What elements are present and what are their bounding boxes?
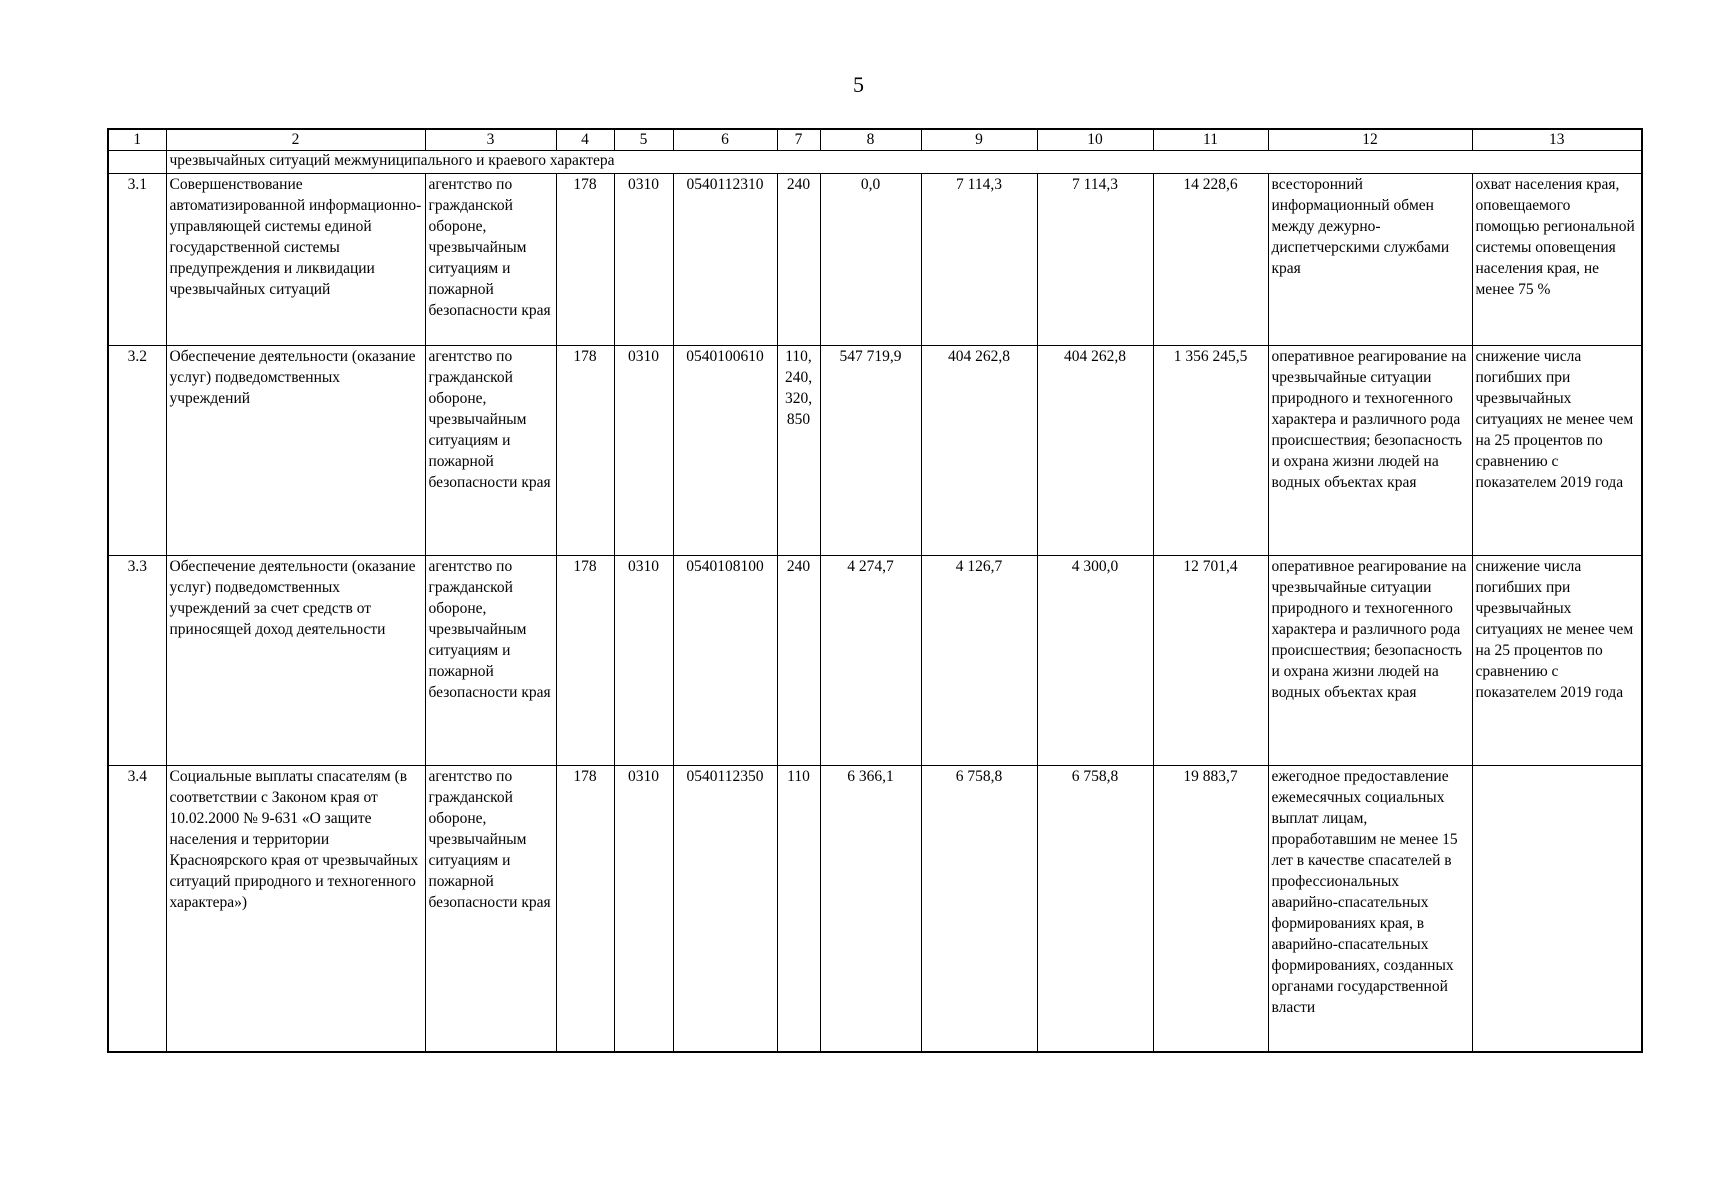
vr-code: 240 — [777, 556, 820, 766]
amount-year-1: 547 719,9 — [820, 346, 921, 556]
table-row — [108, 346, 1642, 556]
table-row — [108, 766, 1642, 1053]
col-header-3: 3 — [425, 129, 556, 151]
col-header-6: 6 — [673, 129, 777, 151]
col-header-1: 1 — [108, 129, 166, 151]
executor: агентство по гражданской обороне, чрезвычайным ситуациям и пожарной безопасности края — [425, 766, 556, 1053]
grbs-code: 178 — [556, 346, 614, 556]
csr-code: 0540112350 — [673, 766, 777, 1053]
program-activities-table — [107, 128, 1643, 1053]
column-number-row — [108, 129, 1642, 151]
amount-year-1: 4 274,7 — [820, 556, 921, 766]
amount-year-3: 7 114,3 — [1037, 174, 1153, 346]
executor: агентство по гражданской обороне, чрезвычайным ситуациям и пожарной безопасности края — [425, 174, 556, 346]
col-header-8: 8 — [820, 129, 921, 151]
vr-code: 110, 240, 320, 850 — [777, 346, 820, 556]
target-indicator: снижение числа погибших при чрезвычайных ситуациях не менее чем на 25 процентов по сравнению с показателем 2019 года — [1472, 556, 1642, 766]
activity-name: Обеспечение деятельности (оказание услуг) подведомственных учреждений за счет средств от приносящей доход деятельности — [166, 556, 425, 766]
amount-year-3: 4 300,0 — [1037, 556, 1153, 766]
activity-name: Социальные выплаты спасателям (в соответствии с Законом края от 10.02.2000 № 9-631 «О защите населения и территории Красноярского края от чрезвычайных ситуаций природного и техногенного характера») — [166, 766, 425, 1053]
amount-year-1: 6 366,1 — [820, 766, 921, 1053]
csr-code: 0540108100 — [673, 556, 777, 766]
amount-total: 19 883,7 — [1153, 766, 1268, 1053]
section-title-row — [108, 151, 1642, 174]
expected-result: оперативное реагирование на чрезвычайные ситуации природного и техногенного характера и различного рода происшествия; безопасность и охрана жизни людей на водных объектах края — [1268, 556, 1472, 766]
grbs-code: 178 — [556, 556, 614, 766]
amount-total: 14 228,6 — [1153, 174, 1268, 346]
row-number: 3.3 — [108, 556, 166, 766]
expected-result: ежегодное предоставление ежемесячных социальных выплат лицам, проработавшим не менее 15 лет в качестве спасателей в профессиональных аварийно-спасательных формированиях края, в аварийно-спасательных формированиях, созданных органами государственной власти — [1268, 766, 1472, 1053]
amount-year-2: 4 126,7 — [921, 556, 1037, 766]
target-indicator — [1472, 766, 1642, 1053]
row-number: 3.1 — [108, 174, 166, 346]
col-header-11: 11 — [1153, 129, 1268, 151]
amount-year-2: 404 262,8 — [921, 346, 1037, 556]
csr-code: 0540100610 — [673, 346, 777, 556]
target-indicator: снижение числа погибших при чрезвычайных ситуациях не менее чем на 25 процентов по сравнению с показателем 2019 года — [1472, 346, 1642, 556]
amount-year-3: 404 262,8 — [1037, 346, 1153, 556]
activity-name: Совершенствование автоматизированной информационно-управляющей системы единой государственной системы предупреждения и ликвидации чрезвычайных ситуаций — [166, 174, 425, 346]
grbs-code: 178 — [556, 174, 614, 346]
rzpr-code: 0310 — [614, 174, 673, 346]
expected-result: оперативное реагирование на чрезвычайные ситуации природного и техногенного характера и различного рода происшествия; безопасность и охрана жизни людей на водных объектах края — [1268, 346, 1472, 556]
col-header-2: 2 — [166, 129, 425, 151]
amount-year-2: 6 758,8 — [921, 766, 1037, 1053]
csr-code: 0540112310 — [673, 174, 777, 346]
page-number: 5 — [853, 72, 864, 97]
amount-total: 1 356 245,5 — [1153, 346, 1268, 556]
rzpr-code: 0310 — [614, 766, 673, 1053]
rzpr-code: 0310 — [614, 346, 673, 556]
vr-code: 240 — [777, 174, 820, 346]
section-title: чрезвычайных ситуаций межмуниципального и краевого характера — [166, 151, 1642, 174]
amount-total: 12 701,4 — [1153, 556, 1268, 766]
amount-year-2: 7 114,3 — [921, 174, 1037, 346]
rzpr-code: 0310 — [614, 556, 673, 766]
col-header-10: 10 — [1037, 129, 1153, 151]
amount-year-1: 0,0 — [820, 174, 921, 346]
target-indicator: охват населения края, оповещаемого помощью региональной системы оповещения населения края, не менее 75 % — [1472, 174, 1642, 346]
table-row — [108, 556, 1642, 766]
row-number: 3.4 — [108, 766, 166, 1053]
col-header-13: 13 — [1472, 129, 1642, 151]
vr-code: 110 — [777, 766, 820, 1053]
expected-result: всесторонний информационный обмен между дежурно-диспетчерскими службами края — [1268, 174, 1472, 346]
col-header-4: 4 — [556, 129, 614, 151]
row-number: 3.2 — [108, 346, 166, 556]
executor: агентство по гражданской обороне, чрезвычайным ситуациям и пожарной безопасности края — [425, 556, 556, 766]
col-header-5: 5 — [614, 129, 673, 151]
col-header-12: 12 — [1268, 129, 1472, 151]
col-header-9: 9 — [921, 129, 1037, 151]
executor: агентство по гражданской обороне, чрезвычайным ситуациям и пожарной безопасности края — [425, 346, 556, 556]
col-header-7: 7 — [777, 129, 820, 151]
table-row — [108, 174, 1642, 346]
activity-name: Обеспечение деятельности (оказание услуг) подведомственных учреждений — [166, 346, 425, 556]
amount-year-3: 6 758,8 — [1037, 766, 1153, 1053]
grbs-code: 178 — [556, 766, 614, 1053]
